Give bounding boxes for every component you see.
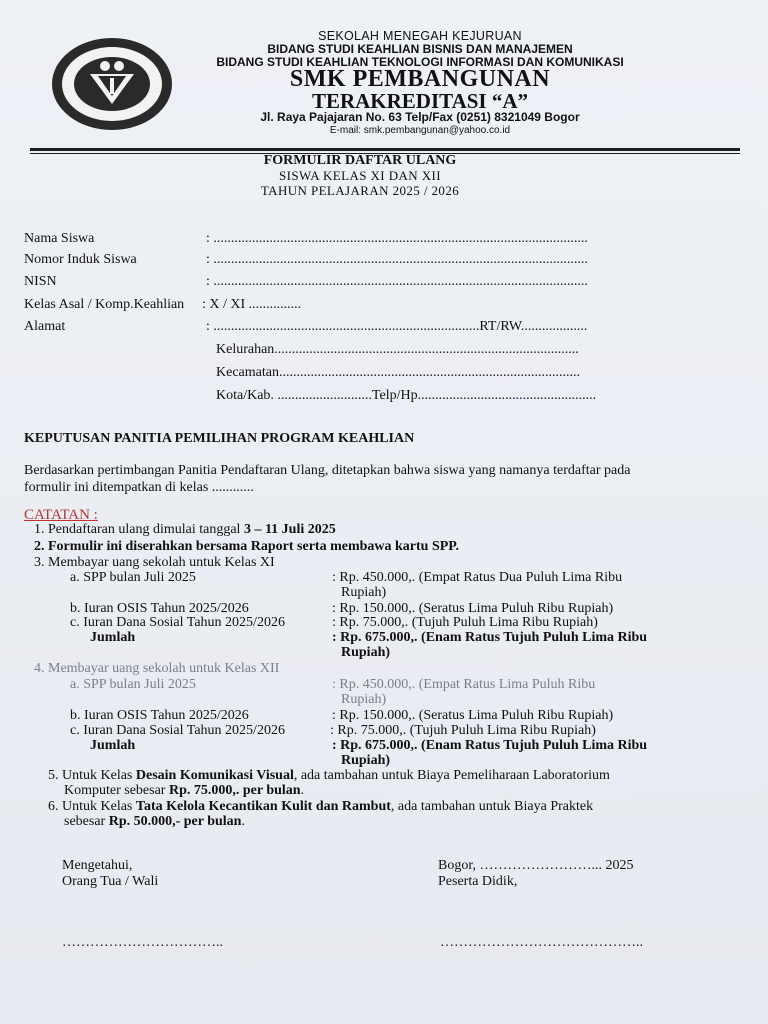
xii-osis-label: b. Iuran OSIS Tahun 2025/2026 xyxy=(70,708,249,723)
xi-jumlah-value: : Rp. 675.000,. (Enam Ratus Tujuh Puluh Lima Ribu xyxy=(332,630,648,645)
sign-right-1: Bogor, ……………………... 2025 xyxy=(438,858,634,873)
sign-left-1: Mengetahui, xyxy=(62,858,133,873)
field-nama[interactable]: : ........................................................................................................... xyxy=(206,231,588,246)
note-1-text: 1. Pendaftaran ulang dimulai tanggal xyxy=(34,522,241,537)
email: E-mail: smk.pembangunan@yahoo.co.id xyxy=(329,125,511,136)
xii-jumlah-value-cont: Rupiah) xyxy=(341,753,391,768)
field-nisn[interactable]: : ........................................................................................................... xyxy=(206,274,588,289)
note-3: 3. Membayar uang sekolah untuk Kelas XI xyxy=(34,555,275,570)
label-nisn: NISN xyxy=(24,274,57,289)
xi-osis-label: b. Iuran OSIS Tahun 2025/2026 xyxy=(70,601,249,616)
note-5-line-2-pre: Komputer sebesar xyxy=(64,783,169,798)
note-6-amount: Rp. 50.000,- per bulan xyxy=(108,814,242,829)
note-2: 2. Formulir ini diserahkan bersama Raport serta membawa kartu SPP. xyxy=(34,539,460,554)
form-title: FORMULIR DAFTAR ULANG xyxy=(263,153,457,168)
note-6-post: , ada tambahan untuk Biaya Praktek xyxy=(390,799,594,814)
field-kota[interactable]: Kota/Kab. ...........................Telp/Hp................................................... xyxy=(216,388,597,403)
note-5-amount: Rp. 75.000,. per bulan xyxy=(168,783,301,798)
xii-sosial-label: c. Iuran Dana Sosial Tahun 2025/2026 xyxy=(70,723,285,738)
xii-osis-value: : Rp. 150.000,. (Seratus Lima Puluh Ribu Rupiah) xyxy=(332,708,614,723)
label-alamat: Alamat xyxy=(24,319,66,334)
note-5-line-2 xyxy=(64,783,304,799)
label-kelas: Kelas Asal / Komp.Keahlian xyxy=(24,297,185,312)
header-line-1: SEKOLAH MENEGAH KEJURUAN xyxy=(318,29,522,43)
note-5 xyxy=(48,768,610,784)
decision-text-2: formulir ini ditempatkan di kelas ............ xyxy=(24,480,254,495)
note-6 xyxy=(48,799,593,815)
note-6-pre: 6. Untuk Kelas xyxy=(48,799,136,814)
decision-text-1: Berdasarkan pertimbangan Panitia Pendaftaran Ulang, ditetapkan bahwa siswa yang namanya terdaftar pada xyxy=(24,463,631,478)
xi-spp-value-cont: Rupiah) xyxy=(341,585,387,600)
decision-heading: KEPUTUSAN PANITIA PEMILIHAN PROGRAM KEAHLIAN xyxy=(24,431,415,446)
accreditation: TERAKREDITASI “A” xyxy=(311,89,529,113)
note-5-dkv: Desain Komunikasi Visual xyxy=(135,768,294,783)
xii-spp-value: : Rp. 450.000,. (Empat Ratus Lima Puluh Ribu xyxy=(332,677,596,692)
xi-osis-value: : Rp. 150.000,. (Seratus Lima Puluh Ribu Rupiah) xyxy=(332,601,614,616)
note-4: 4. Membayar uang sekolah untuk Kelas XII xyxy=(34,661,280,676)
field-nis[interactable]: : ........................................................................................................... xyxy=(206,252,588,267)
sign-right-line[interactable]: …………………………………….. xyxy=(440,935,643,950)
xii-jumlah-value: : Rp. 675.000,. (Enam Ratus Tujuh Puluh Lima Ribu xyxy=(332,738,648,753)
xi-sosial-label: c. Iuran Dana Sosial Tahun 2025/2026 xyxy=(70,615,285,630)
field-alamat[interactable]: : ............................................................................RT/RW................... xyxy=(206,319,588,334)
label-nis: Nomor Induk Siswa xyxy=(24,252,137,267)
note-6-tkkr: Tata Kelola Kecantikan Kulit dan Rambut xyxy=(135,799,391,814)
field-kecamatan[interactable]: Kecamatan...................................................................................... xyxy=(216,365,580,380)
header-divider-thick xyxy=(30,148,740,151)
note-1-dates: 3 – 11 Juli 2025 xyxy=(243,522,336,537)
note-1 xyxy=(34,522,336,538)
xi-spp-value: : Rp. 450.000,. (Empat Ratus Dua Puluh Lima Ribu xyxy=(332,570,623,585)
sign-left-2: Orang Tua / Wali xyxy=(62,874,159,889)
note-5-post: , ada tambahan untuk Biaya Pemeliharaan Laboratorium xyxy=(293,768,610,783)
xi-jumlah-value-cont: Rupiah) xyxy=(341,645,391,660)
xi-jumlah-label: Jumlah xyxy=(90,630,136,645)
xii-spp-value-cont: Rupiah) xyxy=(341,692,387,707)
field-kelurahan[interactable]: Kelurahan....................................................................................... xyxy=(216,342,579,357)
note-5-line-2-post: . xyxy=(300,783,305,798)
xii-sosial-value: : Rp. 75.000,. (Tujuh Puluh Lima Ribu Rupiah) xyxy=(330,723,596,738)
form-year: TAHUN PELAJARAN 2025 / 2026 xyxy=(260,183,460,198)
note-6-line-2-pre: sebesar xyxy=(64,814,109,829)
xii-spp-label: a. SPP bulan Juli 2025 xyxy=(70,677,196,692)
label-nama: Nama Siswa xyxy=(24,231,95,246)
sign-right-2: Peserta Didik, xyxy=(438,874,518,889)
header-line-3: BIDANG STUDI KEAHLIAN TEKNOLOGI INFORMASI DAN KOMUNIKASI xyxy=(216,55,624,69)
note-6-line-2 xyxy=(64,814,245,830)
notes-heading: CATATAN : xyxy=(24,507,98,523)
field-kelas[interactable]: : X / XI ............... xyxy=(202,297,302,312)
header-line-2: BIDANG STUDI KEAHLIAN BISNIS DAN MANAJEMEN xyxy=(267,42,573,56)
xi-spp-label: a. SPP bulan Juli 2025 xyxy=(70,570,196,585)
xii-jumlah-label: Jumlah xyxy=(90,738,136,753)
form-subtitle: SISWA KELAS XI DAN XII xyxy=(279,168,441,183)
school-name: SMK PEMBANGUNAN xyxy=(289,66,551,92)
note-5-pre: 5. Untuk Kelas xyxy=(48,768,136,783)
xi-sosial-value: : Rp. 75.000,. (Tujuh Puluh Lima Ribu Rupiah) xyxy=(332,615,598,630)
address: Jl. Raya Pajajaran No. 63 Telp/Fax (0251) 8321049 Bogor xyxy=(260,110,580,124)
note-6-line-2-post: . xyxy=(241,814,245,829)
sign-left-line[interactable]: …………………………….. xyxy=(62,935,223,950)
